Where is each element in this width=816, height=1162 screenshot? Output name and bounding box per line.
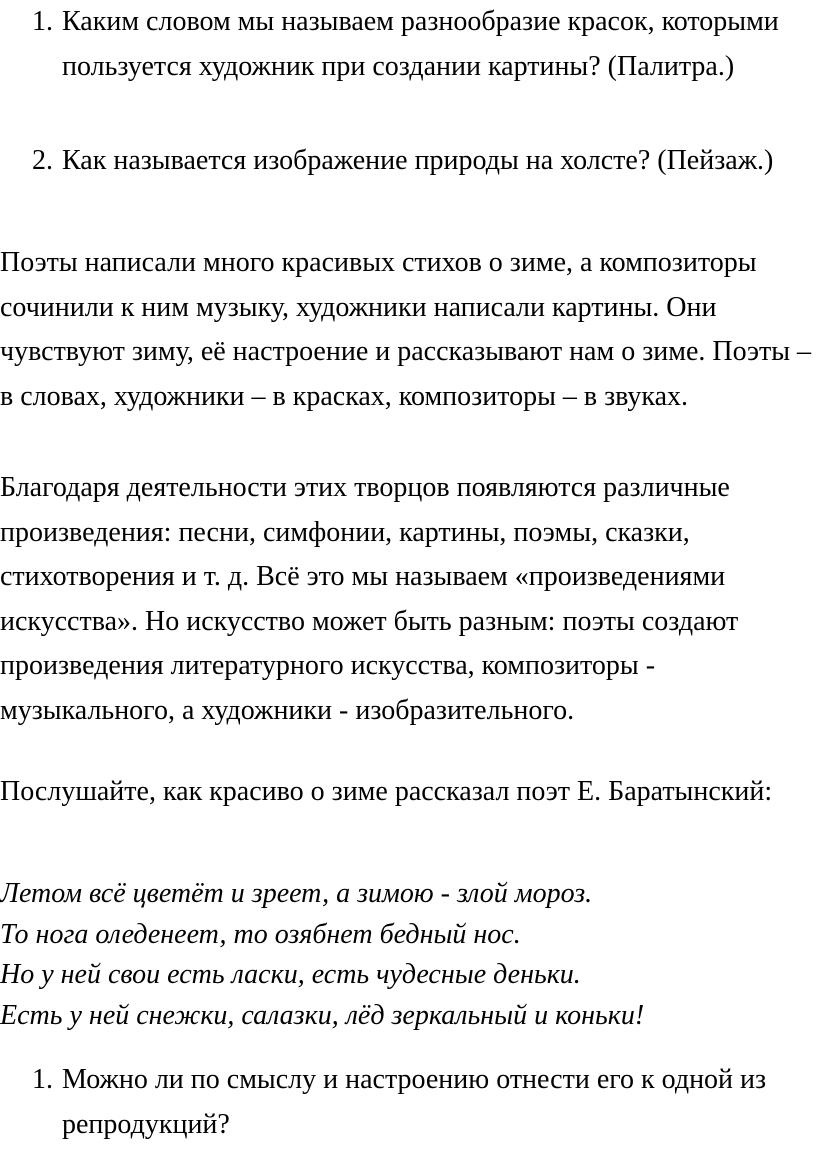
question-item <box>32 139 814 184</box>
question-text: Как называется изображение природы на холсте? (Пейзаж.) <box>62 145 774 176</box>
question-item <box>32 0 814 89</box>
poem-line: Летом всё цветёт и зреет, а зимою - злой мороз. <box>0 878 593 909</box>
question-number: 1. <box>32 6 53 37</box>
paragraph-poets: Поэты написали много красивых стихов о зиме, а композиторы сочинили к ним музыку, художники написали картины. Они чувствуют зиму, её настроение и рассказывают нам о зиме. Поэты – в словах, художники – в красках, композиторы – в звуках. <box>0 247 812 412</box>
question-number: 1. <box>32 1064 53 1095</box>
question-number: 2. <box>32 145 53 176</box>
question-text: Можно ли по смыслу и настроению отнести его к одной из репродукций? <box>62 1064 767 1140</box>
paragraph-art-works: Благодаря деятельности этих творцов появляются различные произведения: песни, симфонии, картины, поэмы, сказки, стихотворения и т. д. Всё это мы называем «произведениями искусства». Но искусство может быть разным: поэты создают произведения литературного искусства, композиторы - музыкального, а художники - изобразительного. <box>0 472 739 726</box>
poem <box>0 874 812 1036</box>
poem-line: То нога оледенеет, то озябнет бедный нос. <box>0 918 521 950</box>
poem-line: Но у ней свои есть ласки, есть чудесные деньки. <box>0 959 581 990</box>
poem-line: Есть у ней снежки, салазки, лёд зеркальный и коньки! <box>0 999 645 1031</box>
question-item <box>32 1058 814 1147</box>
paragraph-listen: Послушайте, как красиво о зиме рассказал поэт Е. Баратынский: <box>0 776 773 807</box>
question-text: Каким словом мы называем разнообразие красок, которыми пользуется художник при создании картины? (Палитра.) <box>62 6 779 82</box>
